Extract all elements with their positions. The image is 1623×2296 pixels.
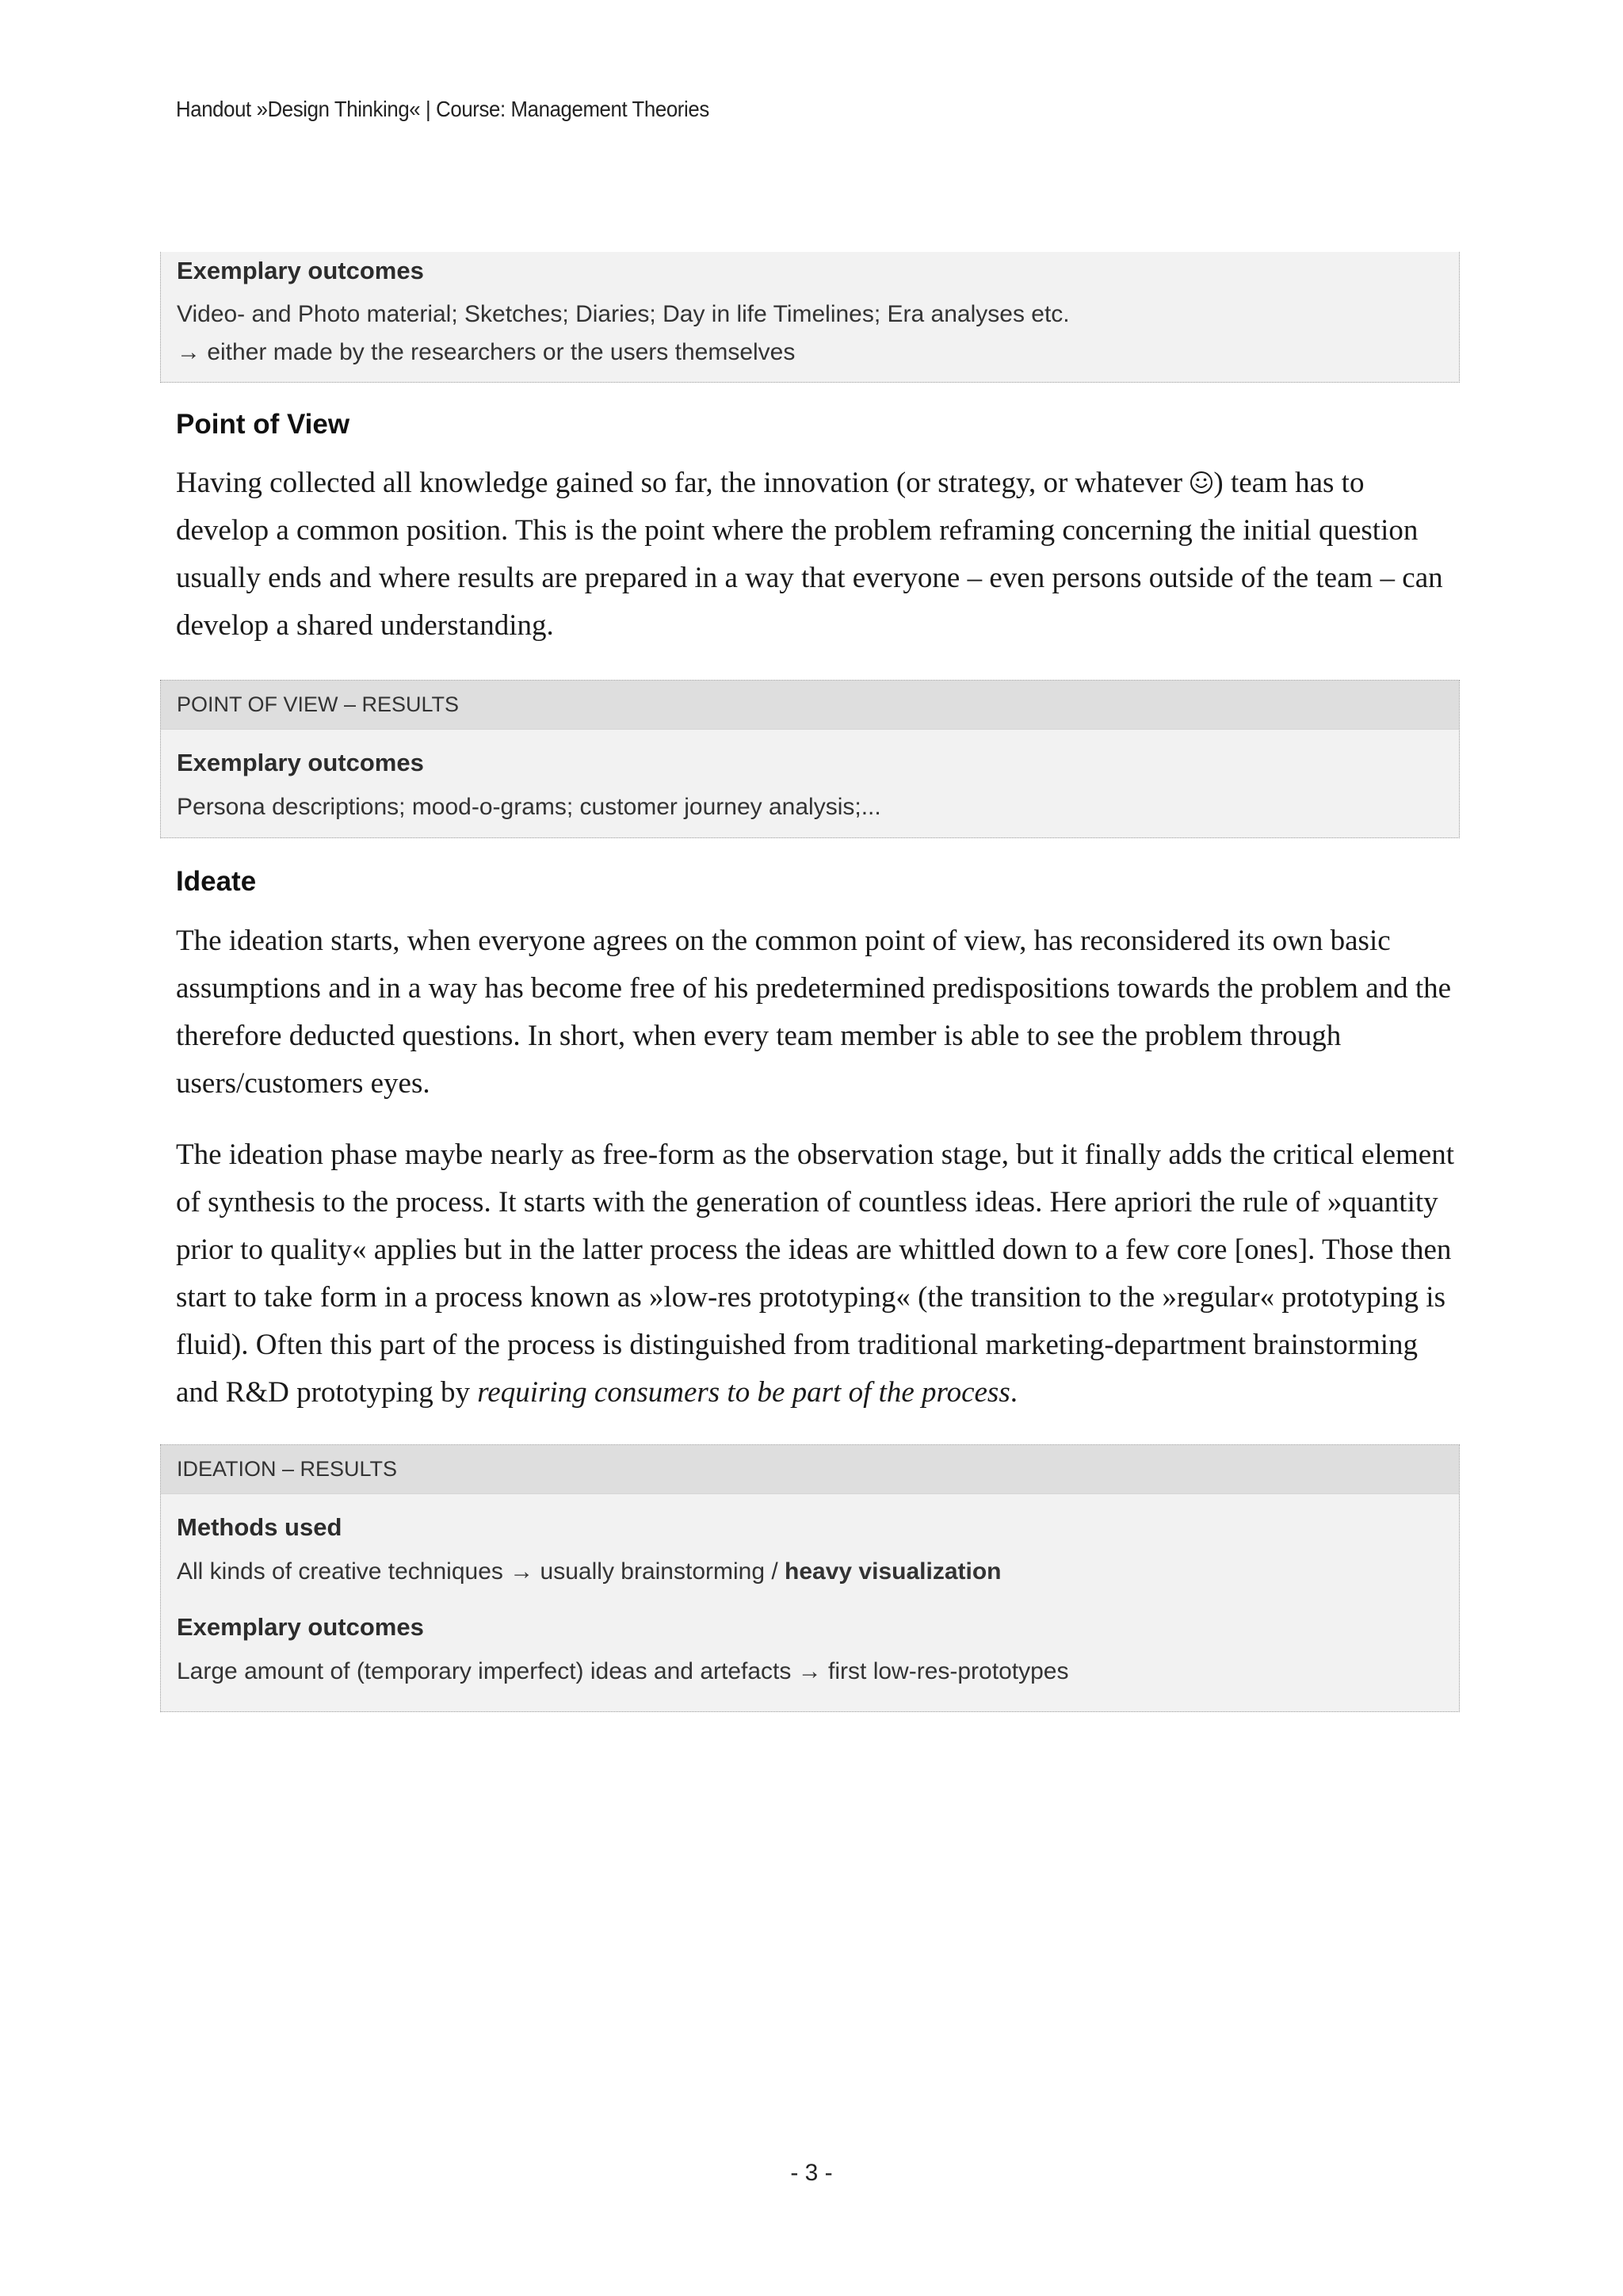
methods-plain: All kinds of creative techniques → usually brainstorming / bbox=[177, 1558, 785, 1585]
pov-results-box bbox=[160, 680, 1460, 838]
paragraph-text-part-1: Having collected all knowledge gained so far, the innovation (or strategy, or whatever bbox=[176, 467, 1190, 499]
paragraph-text: The ideation phase maybe nearly as free-form as the observation stage, but it finally adds the critical element of synthesis to the process. It starts with the generation of countless ideas. Here apriori the rule of »quantity prior to quality« applies but in the latter process the ideas are whittled down to a few core [ones]. Those then start to take form in a process known as »low-res prototyping« (the transition to the »regular« prototyping is fluid). Often this part of the process is distinguished from traditional marketing-department brainstorming and R&D prototyping by bbox=[176, 1138, 1455, 1409]
outcomes-line-2: → either made by the researchers or the users themselves bbox=[177, 339, 796, 365]
box-title: IDEATION – RESULTS bbox=[161, 1445, 1459, 1494]
outcomes-line-1: Video- and Photo material; Sketches; Diaries; Day in life Timelines; Era analyses etc. bbox=[177, 301, 1070, 327]
outcomes-text: Persona descriptions; mood-o-grams; customer journey analysis;... bbox=[177, 794, 881, 820]
paragraph-end: . bbox=[1010, 1376, 1018, 1409]
methods-bold: heavy visualization bbox=[785, 1558, 1002, 1585]
point-of-view-paragraph bbox=[176, 460, 1460, 650]
ideation-results-box bbox=[160, 1444, 1460, 1712]
outcomes-label: Exemplary outcomes bbox=[177, 749, 424, 776]
methods-text bbox=[161, 1553, 1459, 1591]
observe-results-box bbox=[160, 252, 1460, 383]
smiley-face-icon bbox=[1190, 471, 1213, 494]
running-header: Handout »Design Thinking« | Course: Management Theories bbox=[176, 97, 709, 121]
box-title: POINT OF VIEW – RESULTS bbox=[161, 681, 1459, 730]
page-number: - 3 - bbox=[790, 2160, 833, 2186]
methods-label: Methods used bbox=[177, 1513, 342, 1541]
paragraph-emphasis: requiring consumers to be part of the process bbox=[477, 1376, 1010, 1409]
section-heading-point-of-view: Point of View bbox=[176, 409, 350, 440]
outcomes-text: Large amount of (temporary imperfect) ideas and artefacts → first low-res-prototypes bbox=[177, 1658, 1069, 1684]
outcomes-text bbox=[161, 296, 1459, 372]
ideate-paragraph-1: The ideation starts, when everyone agrees on the common point of view, has reconsidered its own basic assumptions and in a way has become free of his predetermined predispositions towards the problem and the therefore deducted questions. In short, when every team member is able to see the problem through users/customers eyes. bbox=[176, 925, 1452, 1100]
paragraph-text-part-2: ) team has to develop a common position. This is the point where the problem reframing concerning the initial question usually ends and where results are prepared in a way that everyone – even persons outside of the team – can develop a shared understanding. bbox=[176, 467, 1443, 642]
ideate-paragraph-2 bbox=[176, 1131, 1460, 1417]
outcomes-label: Exemplary outcomes bbox=[177, 257, 424, 284]
outcomes-label: Exemplary outcomes bbox=[177, 1613, 424, 1641]
section-heading-ideate: Ideate bbox=[176, 866, 257, 897]
